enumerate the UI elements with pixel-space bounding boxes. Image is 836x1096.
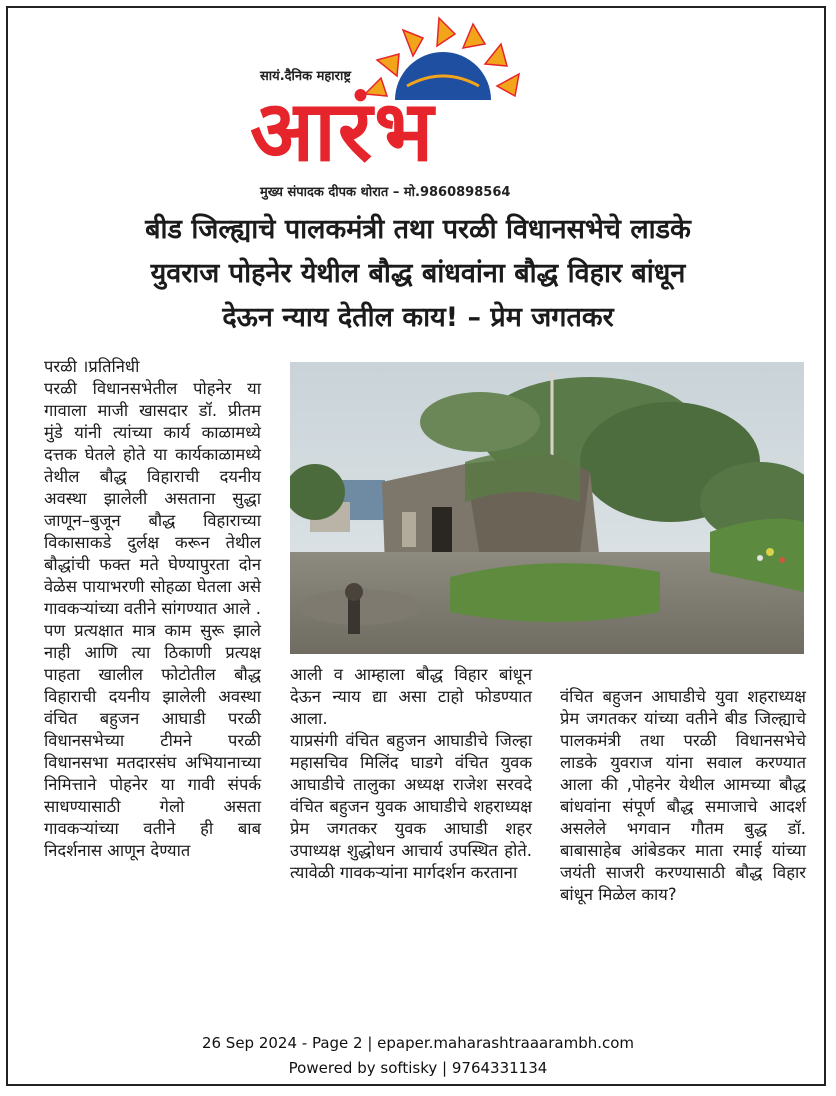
editor-contact-line: मुख्य संपादक दीपक थोरात – मो.9860898564 <box>260 185 511 200</box>
vihar-ruins-photo <box>290 362 804 654</box>
headline-line: बीड जिल्ह्याचे पालकमंत्री तथा परळी विधानसभेचे लाडके <box>145 214 691 245</box>
article-headline <box>22 208 814 340</box>
article-column-3: वंचित बहुजन आघाडीचे युवा शहराध्यक्ष प्रेम जगतकर यांच्या वतीने बीड जिल्ह्याचे पालकमंत्री तथा परळी विधानसभेचे लाडके युवराज यांना सवाल करण्यात आला की ,पोहनेर येथील आमच्या बौद्ध बांधवांना संपूर्ण बौद्ध समाजाचे आदर्श असलेले भगवान गौतम बुद्ध डॉ. बाबासाहेब आंबेडकर माता रमाई यांच्या जयंती साजरी करण्यासाठी बौद्ध विहार बांधून मिळेल काय? <box>560 687 806 904</box>
headline-line: युवराज पोहनेर येथील बौद्ध बांधवांना बौद्ध विहार बांधून <box>150 258 686 289</box>
headline-line: देऊन न्याय देतील काय! – प्रेम जगतकर <box>222 302 614 333</box>
brand-name: आरंभ <box>250 82 436 180</box>
footer-powered-by: Powered by softisky | 9764331134 <box>288 1059 548 1077</box>
article-column-2: आली व आम्हाला बौद्ध विहार बांधून देऊन न्याय द्या असा टाहो फोडण्यात आला. याप्रसंगी वंचित बहुजन आघाडीचे जिल्हा महासचिव मिलिंद घाडगे वंचित युवक आघाडीचे तालुका अध्यक्ष राजेश सरवदे वंचित बहुजन युवक आघाडीचे शहराध्यक्ष प्रेम जगतकर युवक आघाडी शहर उपाध्यक्ष शुद्धोधन आचार्य उपस्थित होते. त्यावेळी गावकऱ्यांना मार्गदर्शन करताना <box>290 665 532 882</box>
masthead <box>230 14 630 200</box>
article-column-1: परळी ।प्रतिनिधी परळी विधानसभेतील पोहनेर या गावाला माजी खासदार डॉ. प्रीतम मुंडे यांनी त्यांच्या कार्य काळामध्ये दत्तक घेतले होते या कार्यकाळामध्ये तेथील बौद्ध विहाराची दयनीय अवस्था झालेली असताना सुद्धा जाणून–बुजून बौद्ध विहाराच्या विकासाकडे दुर्लक्ष करून तेथील बौद्धांची फक्त मते घेण्यापुरता दोन वेळेस पायाभरणी सोहळा घेतला असे गावकऱ्यांच्या वतीने सांगण्यात आले . पण प्रत्यक्षात मात्र काम सुरू झाले नाही आणि त्या ठिकाणी प्रत्यक्ष पाहता खालील फोटोतील बौद्ध विहाराची दयनीय झालेली अवस्था वंचित बहुजन आघाडी परळी विधानसभेच्या टीमने परळी विधानसभा मतदारसंघ अभियानाच्या निमित्ताने पोहनेर या गावी संपर्क साधण्यासाठी गेलो असता गावकऱ्यांच्या वतीने ही बाब निदर्शनास आणून देण्यात <box>44 357 261 860</box>
masthead-tagline: सायं.दैनिक महाराष्ट्र <box>260 69 351 84</box>
footer-date-page-url: 26 Sep 2024 - Page 2 | epaper.maharashtraaarambh.com <box>201 1034 635 1052</box>
